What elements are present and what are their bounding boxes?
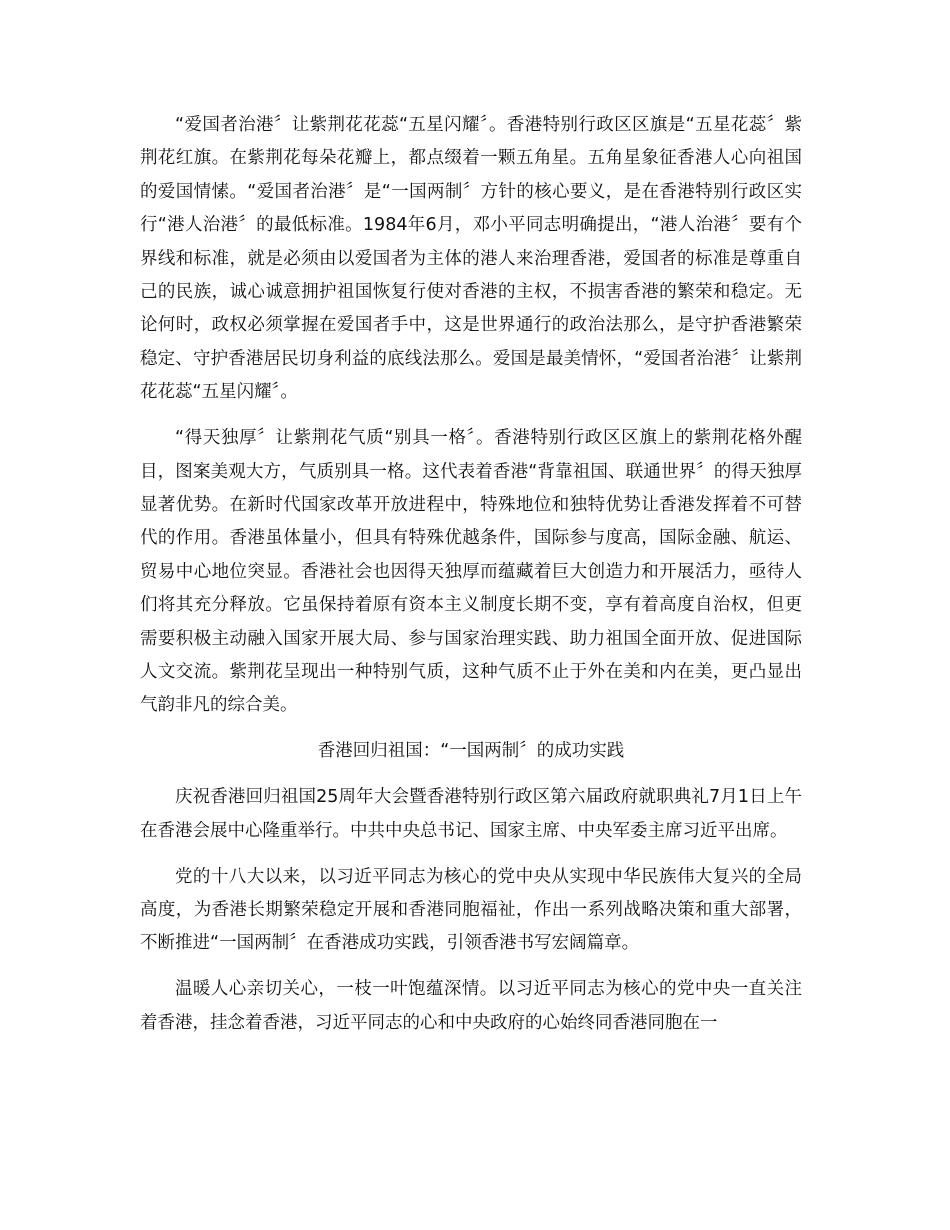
paragraph-anniversary-ceremony: 庆祝香港回归祖国25周年大会暨香港特别行政区第六届政府就职典礼7月1日上午在香港会展中心隆重举行。中共中央总书记、国家主席、中央军委主席习近平出席。 <box>140 787 802 841</box>
document-body <box>140 109 802 1053</box>
paragraph-unique-advantage: “得天独厚〞让紫荆花气质“别具一格〞。香港特别行政区区旗上的紫荆花格外醒目，图案美观大方，气质别具一格。这代表着香港“背靠祖国、联通世界〞的得天独厚显著优势。在新时代国家改革开放进程中，特殊地位和独特优势让香港发挥着不可替代的作用。香港虽体量小，但具有特殊优越条件，国际参与度高，国际金融、航运、贸易中心地位突显。香港社会也因得天独厚而蕴藏着巨大创造力和开展活力，亟待人们将其充分释放。它虽保持着原有资本主义制度长期不变，享有着高度自治权，但更需要积极主动融入国家开展大局、参与国家治理实践、助力祖国全面开放、促进国际人文交流。紫荆花呈现出一种特别气质，这种气质不止于外在美和内在美，更凸显出气韵非凡的综合美。 <box>140 428 802 716</box>
paragraph-patriots-govern: “爱国者治港〞让紫荆花花蕊“五星闪耀〞。香港特别行政区区旗是“五星花蕊〞紫荆花红旗。在紫荆花每朵花瓣上，都点缀着一颗五角星。五角星象征香港人心向祖国的爱国情愫。“爱国者治港〞是“一国两制〞方针的核心要义，是在香港特别行政区实行“港人治港〞的最低标准。1984年6月，邓小平同志明确提出，“港人治港〞要有个界线和标准，就是必须由以爱国者为主体的港人来治理香港，爱国者的标准是尊重自己的民族，诚心诚意拥护祖国恢复行使对香港的主权，不损害香港的繁荣和稳定。无论何时，政权必须掌握在爱国者手中，这是世界通行的政治法那么，是守护香港繁荣稳定、守护香港居民切身利益的底线法那么。爱国是最美情怀，“爱国者治港〞让紫荆花花蕊“五星闪耀〞。 <box>140 115 802 403</box>
section-heading: 香港回归祖国：“一国两制〞的成功实践 <box>317 741 625 762</box>
paragraph-party-central-committee: 党的十八大以来，以习近平同志为核心的党中央从实现中华民族伟大复兴的全局高度，为香港长期繁荣稳定开展和香港同胞福祉，作出一系列战略决策和重大部署，不断推进“一国两制〞在香港成功实践，引领香港书写宏阔篇章。 <box>140 866 802 954</box>
paragraph-warm-care: 温暖人心亲切关心，一枝一叶饱蕴深情。以习近平同志为核心的党中央一直关注着香港，挂念着香港，习近平同志的心和中央政府的心始终同香港同胞在一 <box>140 979 802 1033</box>
